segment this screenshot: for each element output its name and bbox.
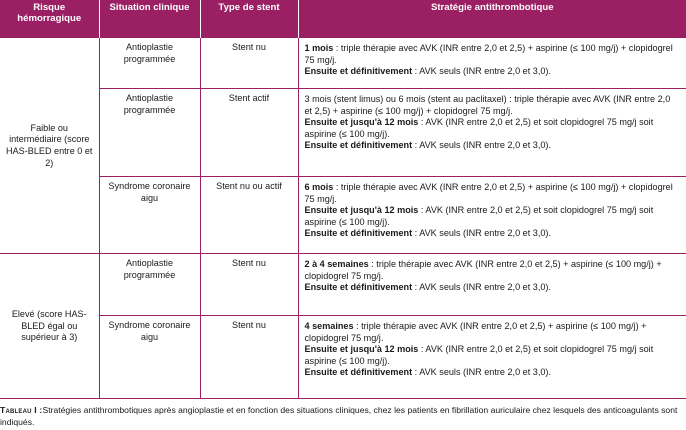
strategy-line: Ensuite et jusqu'à 12 mois : AVK (INR entre 2,0 et 2,5) et soit clopidogrel 75 mg/j soit aspirine (≤ 100 mg/j). <box>304 344 654 366</box>
strategy-line: Ensuite et définitivement : AVK seuls (INR entre 2,0 et 3,0). <box>304 282 551 293</box>
risk-cell-low: Faible ou intermédiaire (score HAS-BLED entre 0 et 2) <box>0 38 99 254</box>
header-strategy: Stratégie antithrombotique <box>298 0 686 38</box>
situation-cell: Syndrome coronaire aigu <box>99 177 200 254</box>
strategy-line: Ensuite et jusqu'à 12 mois : AVK (INR entre 2,0 et 2,5) et soit clopidogrel 75 mg/j soit aspirine (≤ 100 mg/j). <box>304 117 654 139</box>
strategy-line: 3 mois (stent limus) ou 6 mois (stent au paclitaxel) : triple thérapie avec AVK (INR entre 2,0 et 2,5) + aspirine (≤ 100 mg/j) + clopidogrel 75 mg/j. <box>304 94 671 116</box>
strategy-line: 2 à 4 semaines : triple thérapie avec AVK (INR entre 2,0 et 2,5) + aspirine (≤ 100 mg/j) + clopidogrel 75 mg/j. <box>304 259 662 281</box>
stent-cell: Stent nu <box>200 38 298 89</box>
stent-cell: Stent nu <box>200 316 298 399</box>
strategy-line: 4 semaines : triple thérapie avec AVK (INR entre 2,0 et 2,5) + aspirine (≤ 100 mg/j) + clopidogrel 75 mg/j. <box>304 321 647 343</box>
strategy-line: Ensuite et jusqu'à 12 mois : AVK (INR entre 2,0 et 2,5) et soit clopidogrel 75 mg/j soit aspirine (≤ 100 mg/j). <box>304 205 654 227</box>
strategy-cell <box>298 316 686 399</box>
strategy-cell <box>298 89 686 177</box>
strategy-line: Ensuite et définitivement : AVK seuls (INR entre 2,0 et 3,0). <box>304 367 551 378</box>
strategy-line: 1 mois : triple thérapie avec AVK (INR entre 2,0 et 2,5) + aspirine (≤ 100 mg/j) + clopidogrel 75 mg/j. <box>304 43 673 65</box>
table-row <box>0 38 686 89</box>
caption-label: Tableau I : <box>0 405 43 415</box>
strategy-cell <box>298 38 686 89</box>
header-stent: Type de stent <box>200 0 298 38</box>
situation-cell: Syndrome coronaire aigu <box>99 316 200 399</box>
header-risk: Risque hémorragique <box>0 0 99 38</box>
strategy-cell <box>298 177 686 254</box>
table-row <box>0 316 686 399</box>
risk-cell-high: Elevé (score HAS-BLED égal ou supérieur à 3) <box>0 254 99 399</box>
caption-text: Stratégies antithrombotiques après angioplastie et en fonction des situations cliniques, chez les patients en fibrillation auriculaire chez lesquels des anticoagulants sont indiqués. <box>0 405 678 427</box>
stent-cell: Stent nu ou actif <box>200 177 298 254</box>
strategy-cell <box>298 254 686 316</box>
header-situation: Situation clinique <box>99 0 200 38</box>
table-header-row <box>0 0 686 38</box>
strategy-line: Ensuite et définitivement : AVK seuls (INR entre 2,0 et 3,0). <box>304 228 551 239</box>
stent-cell: Stent actif <box>200 89 298 177</box>
table-row <box>0 254 686 316</box>
strategy-line: Ensuite et définitivement : AVK seuls (INR entre 2,0 et 3,0). <box>304 140 551 151</box>
situation-cell: Antioplastie programmée <box>99 89 200 177</box>
situation-cell: Antioplastie programmée <box>99 38 200 89</box>
strategy-line: 6 mois : triple thérapie avec AVK (INR entre 2,0 et 2,5) + aspirine (≤ 100 mg/j) + clopidogrel 75 mg/j. <box>304 182 673 204</box>
situation-cell: Antioplastie programmée <box>99 254 200 316</box>
table-caption <box>0 405 686 428</box>
table-row <box>0 177 686 254</box>
stent-cell: Stent nu <box>200 254 298 316</box>
strategy-line: Ensuite et définitivement : AVK seuls (INR entre 2,0 et 3,0). <box>304 66 551 77</box>
table-row <box>0 89 686 177</box>
